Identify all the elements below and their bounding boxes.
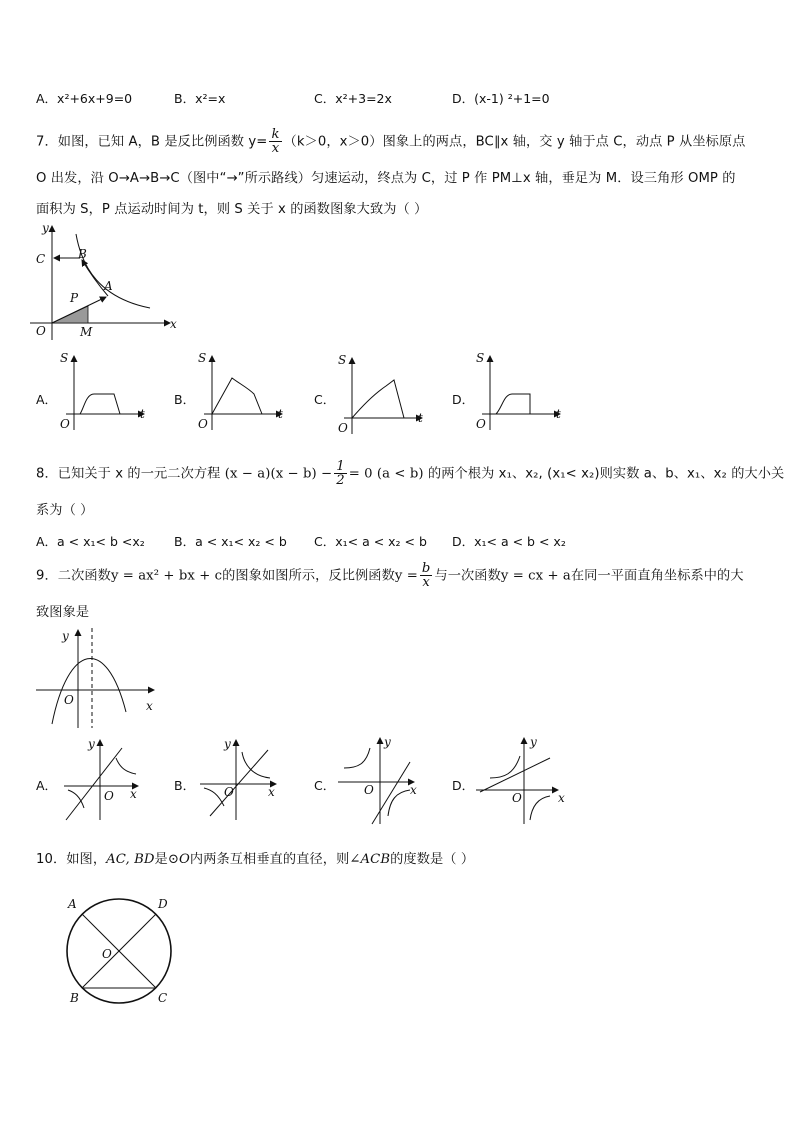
svg-text:O: O: [64, 693, 74, 707]
q8-option-d: D．x₁< a < b < x₂: [452, 534, 566, 549]
svg-text:x: x: [558, 791, 565, 805]
label-m: M: [80, 325, 93, 339]
label-o: O: [36, 324, 46, 338]
svg-text:t: t: [278, 407, 283, 421]
label-b: B: [70, 991, 79, 1005]
q7-option-b-letter: B．: [174, 392, 196, 407]
svg-text:y: y: [88, 737, 95, 751]
svg-text:O: O: [198, 417, 208, 431]
svg-text:y: y: [384, 735, 391, 749]
q6-option-d: D．(x-1) ²+1=0: [452, 91, 550, 106]
label-y: y: [42, 221, 49, 235]
label-c: C: [36, 252, 46, 266]
q7-option-a-letter: A．: [36, 392, 58, 407]
label-b: B: [78, 247, 87, 261]
q8-option-c: C．x₁< a < x₂ < b: [314, 534, 427, 549]
svg-text:O: O: [338, 421, 348, 435]
svg-text:t: t: [140, 407, 145, 421]
label-o: O: [102, 947, 112, 961]
svg-text:x: x: [146, 699, 153, 713]
svg-text:y: y: [62, 629, 69, 643]
q9-stem-line1: 9．二次函数y = ax² + bx + c的图象如图所示，反比例函数y = $\frac{b}{x}$ 与一次函数y = cx + a在同一平面直角坐标系中的大: [36, 561, 744, 591]
q9-option-d-letter: D．: [452, 778, 475, 793]
q9-fraction: $\frac{b}{x}$: [421, 561, 431, 591]
q7-stem-line1: 7．如图，已知 A，B 是反比例函数 y= $\frac{k}{x}$ （k＞0，x＞0）图象上的两点，BC∥x 轴，交 y 轴于点 C，动点 P 从坐标原点: [36, 127, 746, 157]
label-a: A: [68, 897, 77, 911]
svg-text:O: O: [224, 785, 234, 799]
parabola-curve: [52, 658, 126, 724]
svg-text:S: S: [60, 351, 69, 365]
q9-parabola-figure: [34, 624, 164, 732]
q9-option-a-letter: A．: [36, 778, 58, 793]
svg-text:t: t: [418, 411, 423, 425]
q7-option-d-graph: [474, 350, 574, 435]
q10-circle-figure: [60, 892, 180, 1012]
q10-stem: 10．如图，AC, BD是⊙O内两条互相垂直的直径，则∠ACB的度数是（ ）: [36, 852, 475, 867]
q9-option-d-graph: [474, 734, 574, 826]
q7-option-b-graph: [196, 350, 296, 435]
hyperbola-curve: [76, 234, 150, 308]
q8-option-b: B．a < x₁< x₂ < b: [174, 534, 287, 549]
svg-text:x: x: [130, 787, 137, 801]
q7-stem-line3: 面积为 S，P 点运动时间为 t，则 S 关于 x 的函数图象大致为（ ）: [36, 202, 428, 217]
svg-text:O: O: [104, 789, 114, 803]
q7-option-c-letter: C．: [314, 392, 336, 407]
svg-text:S: S: [198, 351, 207, 365]
q8-option-a: A．a < x₁< b <x₂: [36, 534, 145, 549]
q7-fraction: $\frac{k}{x}$: [271, 127, 280, 157]
q9-option-b-graph: [196, 734, 286, 824]
q9-stem-line2: 致图象是: [36, 605, 90, 620]
svg-text:S: S: [476, 351, 485, 365]
svg-text:O: O: [512, 791, 522, 805]
q9-option-b-letter: B．: [174, 778, 196, 793]
label-p: P: [70, 291, 79, 305]
svg-text:y: y: [224, 737, 231, 751]
label-x: x: [170, 317, 177, 331]
q9-option-a-graph: [60, 734, 150, 824]
q7-main-figure: [30, 220, 190, 345]
svg-text:O: O: [364, 783, 374, 797]
q7-stem-line2: O 出发，沿 O→A→B→C（图中“→”所示路线）匀速运动，终点为 C，过 P 作 PM⊥x 轴，垂足为 M．设三角形 OMP 的: [36, 171, 736, 186]
q8-stem-line2: 系为（ ）: [36, 503, 94, 518]
label-c: C: [158, 991, 168, 1005]
q6-option-b: B．x²=x: [174, 91, 226, 106]
label-a: A: [104, 279, 113, 293]
svg-text:S: S: [338, 353, 347, 367]
q6-option-a: A．x²+6x+9=0: [36, 91, 133, 106]
q9-option-c-graph: [336, 734, 426, 826]
q8-fraction: $\frac{1}{2}$: [336, 459, 345, 489]
q9-option-c-letter: C．: [314, 778, 336, 793]
q7-option-a-graph: [58, 350, 158, 435]
svg-text:y: y: [530, 735, 537, 749]
q7-option-d-letter: D．: [452, 392, 475, 407]
svg-text:x: x: [410, 783, 417, 797]
q6-option-c: C．x²+3=2x: [314, 91, 392, 106]
svg-text:x: x: [268, 785, 275, 799]
q7-option-c-graph: [336, 352, 436, 437]
svg-text:O: O: [476, 417, 486, 431]
label-d: D: [158, 897, 168, 911]
svg-text:O: O: [60, 417, 70, 431]
svg-text:t: t: [556, 407, 561, 421]
q8-stem-line1: 8．已知关于 x 的一元二次方程 (x − a)(x − b) − $\frac{1}{2}$ = 0 (a < b) 的两个根为 x₁、x₂, (x₁< x₂)则实数 a、b、x₁、x₂ 的大小关: [36, 459, 785, 489]
